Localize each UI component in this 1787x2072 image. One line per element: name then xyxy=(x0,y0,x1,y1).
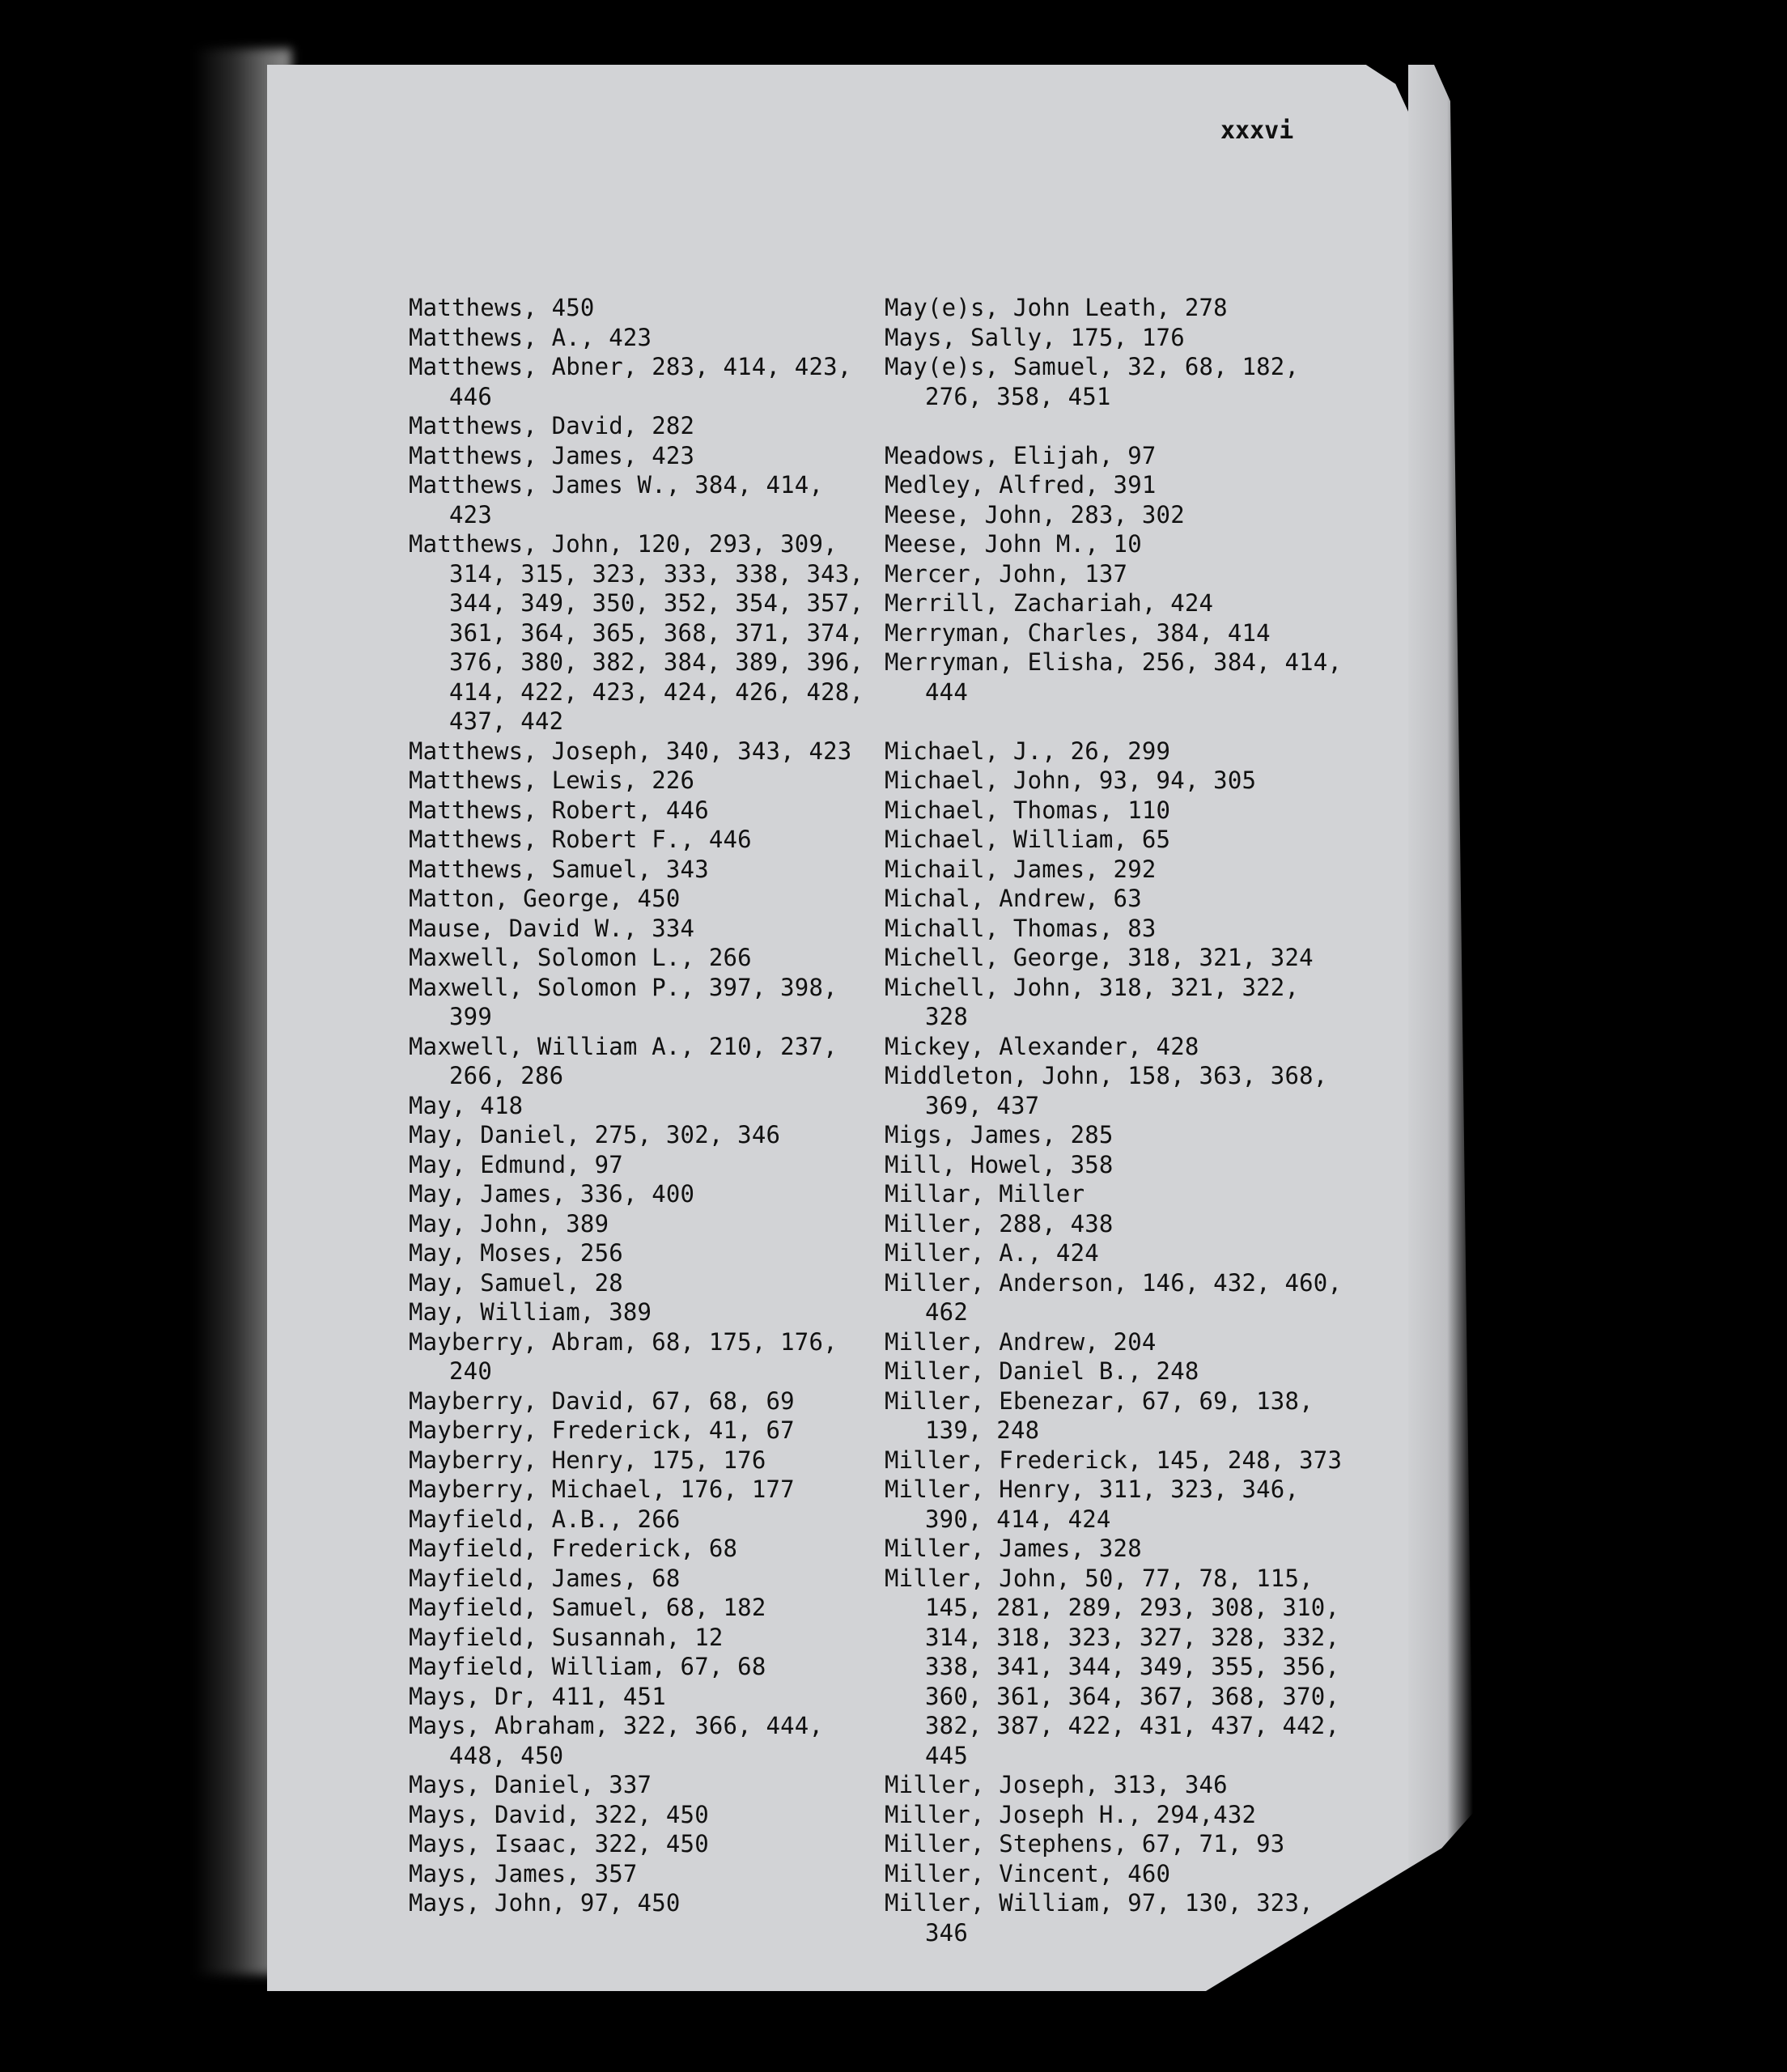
index-entry: Miller, John, 50, 77, 78, 115, 145, 281, 289, 293, 308, 310, 314, 318, 323, 327, 328, 332, 338, 341, 344, 349, 355, 356, 360, 361, 364, 367, 368, 370, 382, 387, 422, 431, 437, 442, 445 xyxy=(885,1564,1340,1769)
index-entry: May, Daniel, 275, 302, 346 xyxy=(409,1121,781,1149)
index-entry: May, Samuel, 28 xyxy=(409,1268,623,1297)
index-entry: Miller, Daniel B., 248 xyxy=(885,1357,1199,1385)
index-entry: Miller, Frederick, 145, 248, 373 xyxy=(885,1446,1343,1474)
index-entry: Mause, David W., 334 xyxy=(409,914,695,942)
index-entry: Meese, John, 283, 302 xyxy=(885,500,1185,529)
index-entry: May, Moses, 256 xyxy=(409,1239,623,1267)
index-column-right xyxy=(885,293,1354,1947)
group-gap xyxy=(885,411,1354,441)
index-entry: Matthews, Samuel, 343 xyxy=(409,855,709,883)
index-entry: Mays, Isaac, 322, 450 xyxy=(409,1830,709,1858)
index-entry: Miller, Joseph, 313, 346 xyxy=(885,1771,1228,1798)
index-column-left xyxy=(409,293,878,1918)
index-entry: Michael, John, 93, 94, 305 xyxy=(885,766,1257,794)
index-entry: Mayberry, Abram, 68, 175, 176, 240 xyxy=(409,1327,838,1385)
index-entry: Mays, James, 357 xyxy=(409,1859,638,1887)
index-entry: Migs, James, 285 xyxy=(885,1121,1114,1149)
index-entry: Miller, Vincent, 460 xyxy=(885,1859,1171,1887)
index-entry: Merryman, Charles, 384, 414 xyxy=(885,618,1271,647)
index-entry: May, 418 xyxy=(409,1091,524,1119)
index-entry: Mill, Howel, 358 xyxy=(885,1150,1114,1178)
index-group-mi xyxy=(885,737,1354,1948)
index-entry: Mercer, John, 137 xyxy=(885,559,1128,588)
index-entry: Miller, Ebenezar, 67, 69, 138, 139, 248 xyxy=(885,1386,1314,1444)
index-entry: Matthews, A., 423 xyxy=(409,323,652,351)
index-entry: Michall, Thomas, 83 xyxy=(885,914,1157,942)
index-entry: Miller, Henry, 311, 323, 346, 390, 414, 424 xyxy=(885,1475,1300,1533)
group-gap xyxy=(885,707,1354,737)
index-entry: Middleton, John, 158, 363, 368, 369, 437 xyxy=(885,1062,1328,1119)
index-entry: Miller, James, 328 xyxy=(885,1535,1142,1562)
index-entry: Mayberry, Frederick, 41, 67 xyxy=(409,1416,795,1444)
index-entry: Matthews, James W., 384, 414, 423 xyxy=(409,471,824,529)
index-entry: Mayberry, Michael, 176, 177 xyxy=(409,1475,795,1503)
index-entry: Michael, J., 26, 299 xyxy=(885,737,1171,765)
index-entry: Medley, Alfred, 391 xyxy=(885,471,1157,499)
index-entry: Matthews, Robert, 446 xyxy=(409,796,709,824)
index-entry: May, William, 389 xyxy=(409,1298,652,1326)
index-entry: Merrill, Zachariah, 424 xyxy=(885,589,1214,617)
index-entry: Meadows, Elijah, 97 xyxy=(885,441,1157,469)
index-entry: May, John, 389 xyxy=(409,1209,609,1238)
index-entry: Meese, John M., 10 xyxy=(885,530,1142,558)
index-entry: Matthews, Lewis, 226 xyxy=(409,766,695,794)
index-entry: Miller, 288, 438 xyxy=(885,1209,1114,1238)
index-entry: Matthews, Robert F., 446 xyxy=(409,826,752,853)
index-entry: Matthews, Abner, 283, 414, 423, 446 xyxy=(409,353,852,410)
index-group-me xyxy=(885,441,1354,707)
index-entry: Michell, John, 318, 321, 322, 328 xyxy=(885,973,1300,1030)
index-entry: Maxwell, Solomon P., 397, 398, 399 xyxy=(409,973,838,1030)
index-entry: Mayberry, David, 67, 68, 69 xyxy=(409,1386,795,1415)
index-entry: Matthews, David, 282 xyxy=(409,412,695,439)
index-entry: Miller, Joseph H., 294,432 xyxy=(885,1800,1257,1828)
index-entry: Mays, Sally, 175, 176 xyxy=(885,323,1185,351)
index-entry: Michail, James, 292 xyxy=(885,855,1157,883)
index-entry: May, Edmund, 97 xyxy=(409,1150,623,1178)
index-entry: May, James, 336, 400 xyxy=(409,1180,695,1208)
index-entry: Mayfield, Susannah, 12 xyxy=(409,1623,724,1651)
index-entry: Mayfield, William, 67, 68 xyxy=(409,1653,766,1680)
index-entry: Mays, Dr, 411, 451 xyxy=(409,1682,666,1710)
index-entry: Merryman, Elisha, 256, 384, 414, 444 xyxy=(885,648,1343,706)
index-entry: Mayfield, Frederick, 68 xyxy=(409,1535,738,1562)
index-entry: Mayfield, Samuel, 68, 182 xyxy=(409,1594,766,1621)
index-entry: Matton, George, 450 xyxy=(409,885,681,912)
index-entry: May(e)s, John Leath, 278 xyxy=(885,294,1228,321)
index-entry: Maxwell, Solomon L., 266 xyxy=(409,944,752,971)
index-entry: Maxwell, William A., 210, 237, 266, 286 xyxy=(409,1032,838,1089)
index-entry: Mays, John, 97, 450 xyxy=(409,1889,681,1917)
index-entry: Mayfield, James, 68 xyxy=(409,1564,681,1592)
index-entry: Miller, A., 424 xyxy=(885,1239,1099,1267)
index-entry: Michael, Thomas, 110 xyxy=(885,796,1171,824)
index-entry: Mayfield, A.B., 266 xyxy=(409,1505,681,1533)
index-entry: Mickey, Alexander, 428 xyxy=(885,1032,1199,1060)
index-entry: Mays, Abraham, 322, 366, 444, 448, 450 xyxy=(409,1712,824,1769)
index-entry: Mays, David, 322, 450 xyxy=(409,1800,709,1828)
index-entry: Michal, Andrew, 63 xyxy=(885,885,1142,912)
page-number: xxxvi xyxy=(1220,117,1294,145)
index-entry: Matthews, James, 423 xyxy=(409,441,695,469)
index-entry: Millar, Miller xyxy=(885,1180,1085,1208)
index-entry: Matthews, Joseph, 340, 343, 423 xyxy=(409,737,852,765)
index-entry: Matthews, 450 xyxy=(409,294,595,321)
page-edge xyxy=(1408,65,1473,1886)
index-entry: Miller, Andrew, 204 xyxy=(885,1327,1157,1356)
index-entry: Michael, William, 65 xyxy=(885,826,1171,853)
index-entry: Mays, Daniel, 337 xyxy=(409,1771,652,1798)
index-entry: Miller, William, 97, 130, 323, 346 xyxy=(885,1889,1314,1947)
index-group-may xyxy=(885,293,1354,411)
index-entry: Mayberry, Henry, 175, 176 xyxy=(409,1446,766,1474)
index-entry: Matthews, John, 120, 293, 309, 314, 315, 323, 333, 338, 343, 344, 349, 350, 352, 354, 357, 361, 364, 365, 368, 371, 374, 376, 380, 382, 384, 389, 396, 414, 422, 423, 424, 426, 428, 437, 442 xyxy=(409,530,864,735)
index-entry: Miller, Stephens, 67, 71, 93 xyxy=(885,1830,1285,1858)
index-entry: Miller, Anderson, 146, 432, 460, 462 xyxy=(885,1268,1343,1326)
index-entry: Michell, George, 318, 321, 324 xyxy=(885,944,1314,971)
index-entry: May(e)s, Samuel, 32, 68, 182, 276, 358, 451 xyxy=(885,353,1300,410)
